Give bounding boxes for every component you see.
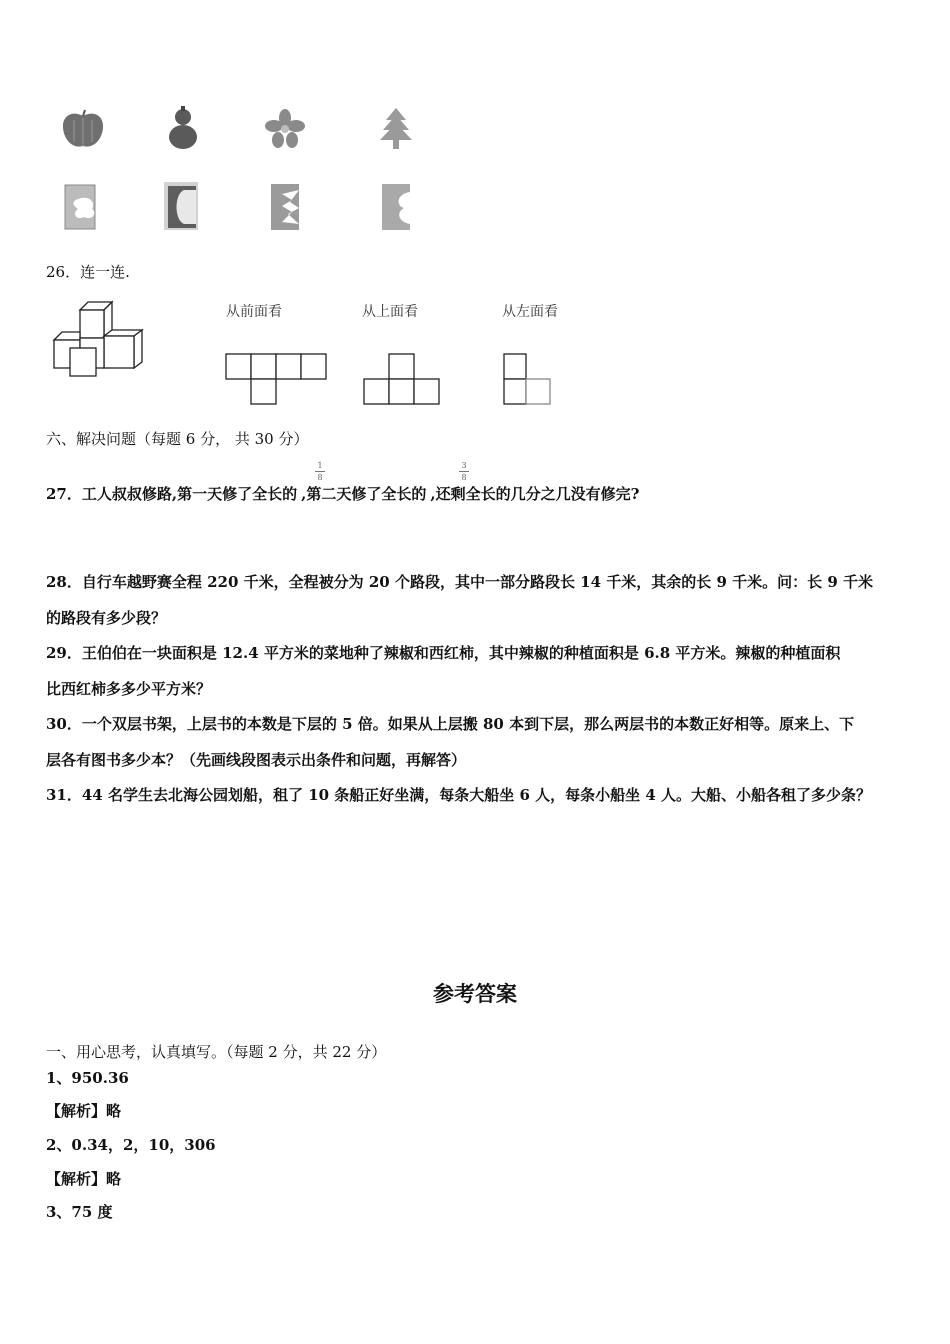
gourd-shape-icon (163, 104, 203, 152)
apple-shape-icon (58, 108, 108, 150)
view-label-top: 从上面看 (362, 304, 418, 320)
q27-part1: 27．工人叔叔修路,第一天修了全长的 (46, 485, 298, 503)
section-6-heading: 六、解决问题（每题 6 分， 共 30 分） (46, 430, 309, 448)
fraction-2-denominator: 8 (461, 473, 467, 482)
view-label-front: 从前面看 (226, 304, 282, 320)
question-27 (46, 484, 639, 504)
question-28-line-1: 28．自行车越野赛全程 220 千米，全程被分为 20 个路段，其中一部分路段长 14 千米，其余的长 9 千米。问：长 9 千米 (46, 573, 874, 591)
cutout-card-3 (268, 182, 304, 232)
answers-section-1: 一、用心思考，认真填写。（每题 2 分，共 22 分） (46, 1043, 387, 1061)
answer-2: 2、0.34，2，10，306 (46, 1136, 216, 1154)
view-label-left: 从左面看 (502, 304, 558, 320)
left-view-figure (502, 352, 556, 406)
fraction-1-denominator: 8 (317, 473, 323, 482)
question-29-line-1: 29．王伯伯在一块面积是 12.4 平方米的菜地种了辣椒和西红柿，其中辣椒的种植面积是 6.8 平方米。辣椒的种植面积 (46, 644, 841, 662)
answer-3: 3、75 度 (46, 1203, 113, 1221)
analysis-1: 【解析】略 (46, 1102, 122, 1120)
front-view-figure (224, 352, 330, 406)
flower-shape-icon (263, 108, 307, 150)
top-view-figure (362, 352, 442, 406)
tree-shape-icon (376, 106, 416, 152)
question-26: 26．连一连. (46, 263, 130, 281)
answers-title: 参考答案 (433, 981, 517, 1006)
fraction-2-numerator: 3 (461, 461, 467, 470)
q27-part2: ,第二天修了全长的 (301, 485, 427, 503)
fraction-one-eighth (315, 461, 325, 482)
answer-1: 1、950.36 (46, 1069, 129, 1087)
question-30-line-1: 30．一个双层书架，上层书的本数是下层的 5 倍。如果从上层搬 80 本到下层，那么两层书的本数正好相等。原来上、下 (46, 715, 855, 733)
question-28-line-2: 的路段有多少段？ (46, 609, 167, 627)
q27-part3: ,还剩全长的几分之几没有修完? (430, 485, 640, 503)
question-31: 31．44 名学生去北海公园划船，租了 10 条船正好坐满，每条大船坐 6 人，每条小船坐 4 人。大船、小船各租了多少条？ (46, 786, 872, 804)
question-30-line-2: 层各有图书多少本？（先画线段图表示出条件和问题，再解答） (46, 751, 467, 769)
fraction-three-eighths (459, 461, 469, 482)
cutout-card-4 (380, 182, 414, 232)
fraction-1-numerator: 1 (317, 461, 323, 470)
cutout-card-2 (162, 180, 202, 232)
cutout-card-1 (62, 183, 108, 231)
question-29-line-2: 比西红柿多多少平方米？ (46, 680, 212, 698)
analysis-2: 【解析】略 (46, 1170, 122, 1188)
cube-stack-figure (48, 296, 148, 382)
